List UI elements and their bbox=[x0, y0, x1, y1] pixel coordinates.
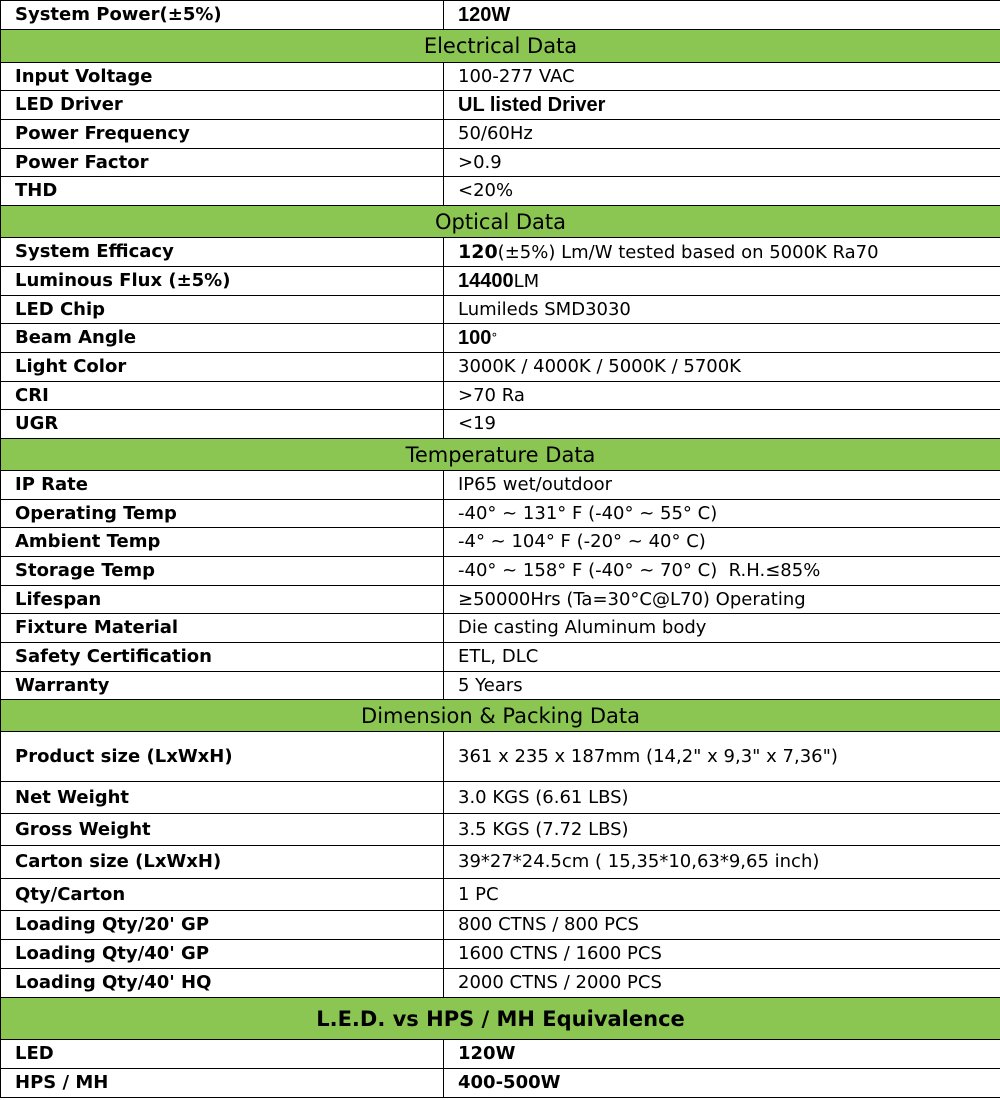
spec-row-light-color bbox=[1, 353, 1000, 382]
spec-label: Fixture Material bbox=[1, 614, 444, 643]
spec-row-qty-carton bbox=[1, 879, 1000, 911]
spec-row-gross-weight bbox=[1, 814, 1000, 846]
section-header-temperature bbox=[1, 439, 1000, 471]
section-header-equivalence bbox=[1, 998, 1000, 1040]
spec-value: 3000K / 4000K / 5000K / 5700K bbox=[444, 353, 1000, 382]
spec-row-ugr bbox=[1, 410, 1000, 439]
spec-label: Loading Qty/40' HQ bbox=[1, 969, 444, 998]
spec-label: Gross Weight bbox=[1, 814, 444, 846]
spec-value: 1 PC bbox=[444, 879, 1000, 911]
spec-value: >0.9 bbox=[444, 149, 1000, 177]
spec-row-led-driver bbox=[1, 91, 1000, 120]
section-title: Temperature Data bbox=[1, 439, 1000, 471]
spec-label: IP Rate bbox=[1, 471, 444, 500]
spec-label: Storage Temp bbox=[1, 557, 444, 586]
spec-value: 3.5 KGS (7.72 LBS) bbox=[444, 814, 1000, 846]
spec-row-ambient-temp bbox=[1, 528, 1000, 557]
section-header-electrical bbox=[1, 30, 1000, 63]
spec-value: IP65 wet/outdoor bbox=[444, 471, 1000, 500]
spec-value: >70 Ra bbox=[444, 382, 1000, 410]
spec-label: Power Frequency bbox=[1, 120, 444, 149]
spec-value: 120W bbox=[444, 1, 1000, 30]
spec-row-product-size bbox=[1, 732, 1000, 782]
spec-value: UL listed Driver bbox=[444, 91, 1000, 120]
spec-value: 120W bbox=[444, 1040, 1000, 1069]
section-header-optical bbox=[1, 206, 1000, 238]
spec-label: LED Driver bbox=[1, 91, 444, 120]
section-title: Dimension & Packing Data bbox=[1, 700, 1000, 732]
spec-label: THD bbox=[1, 177, 444, 206]
spec-label: Net Weight bbox=[1, 782, 444, 814]
spec-value: 1600 CTNS / 1600 PCS bbox=[444, 940, 1000, 969]
spec-row-power-frequency bbox=[1, 120, 1000, 149]
spec-row-fixture-material bbox=[1, 614, 1000, 643]
spec-label: Carton size (LxWxH) bbox=[1, 846, 444, 879]
spec-label: CRI bbox=[1, 382, 444, 410]
spec-value: Die casting Aluminum body bbox=[444, 614, 1000, 643]
spec-label: LED Chip bbox=[1, 296, 444, 324]
spec-label: Input Voltage bbox=[1, 63, 444, 91]
spec-row-beam-angle bbox=[1, 324, 1000, 353]
section-title: Electrical Data bbox=[1, 30, 1000, 63]
spec-value: -40° ~ 158° F (-40° ~ 70° C) R.H.≤85% bbox=[444, 557, 1000, 586]
spec-row-input-voltage bbox=[1, 63, 1000, 91]
spec-value: 2000 CTNS / 2000 PCS bbox=[444, 969, 1000, 998]
spec-value: Lumileds SMD3030 bbox=[444, 296, 1000, 324]
spec-label: Lifespan bbox=[1, 586, 444, 614]
spec-label: HPS / MH bbox=[1, 1069, 444, 1098]
spec-row-ip-rate bbox=[1, 471, 1000, 500]
spec-value: 800 CTNS / 800 PCS bbox=[444, 911, 1000, 940]
spec-row-led bbox=[1, 1040, 1000, 1069]
spec-label: Product size (LxWxH) bbox=[1, 732, 444, 782]
spec-label: Light Color bbox=[1, 353, 444, 382]
spec-label: System Power(±5%) bbox=[1, 1, 444, 30]
spec-value: 400-500W bbox=[444, 1069, 1000, 1098]
spec-row-net-weight bbox=[1, 782, 1000, 814]
spec-value: 50/60Hz bbox=[444, 120, 1000, 149]
section-header-dimension bbox=[1, 700, 1000, 732]
spec-row-system-power bbox=[1, 1, 1000, 30]
spec-row-loading-40hq bbox=[1, 969, 1000, 998]
spec-row-loading-20gp bbox=[1, 911, 1000, 940]
spec-row-cri bbox=[1, 382, 1000, 410]
spec-row-led-chip bbox=[1, 296, 1000, 324]
spec-row-luminous-flux bbox=[1, 267, 1000, 296]
spec-label: Luminous Flux (±5%) bbox=[1, 267, 444, 296]
spec-label: System Efficacy bbox=[1, 238, 444, 267]
spec-row-warranty bbox=[1, 672, 1000, 700]
spec-value: 100° bbox=[444, 324, 1000, 353]
spec-label: Power Factor bbox=[1, 149, 444, 177]
spec-value: 39*27*24.5cm ( 15,35*10,63*9,65 inch) bbox=[444, 846, 1000, 879]
spec-value: 361 x 235 x 187mm (14,2" x 9,3" x 7,36") bbox=[444, 732, 1000, 782]
spec-label: Qty/Carton bbox=[1, 879, 444, 911]
spec-row-storage-temp bbox=[1, 557, 1000, 586]
section-title: L.E.D. vs HPS / MH Equivalence bbox=[1, 998, 1000, 1040]
spec-row-lifespan bbox=[1, 586, 1000, 614]
spec-value: 3.0 KGS (6.61 LBS) bbox=[444, 782, 1000, 814]
spec-value: <19 bbox=[444, 410, 1000, 439]
spec-row-loading-40gp bbox=[1, 940, 1000, 969]
spec-value: -4° ~ 104° F (-20° ~ 40° C) bbox=[444, 528, 1000, 557]
spec-value: 5 Years bbox=[444, 672, 1000, 700]
spec-row-safety-certification bbox=[1, 643, 1000, 672]
spec-row-thd bbox=[1, 177, 1000, 206]
spec-label: Loading Qty/40' GP bbox=[1, 940, 444, 969]
spec-row-operating-temp bbox=[1, 500, 1000, 528]
spec-value: -40° ~ 131° F (-40° ~ 55° C) bbox=[444, 500, 1000, 528]
spec-label: Loading Qty/20' GP bbox=[1, 911, 444, 940]
spec-value: 100-277 VAC bbox=[444, 63, 1000, 91]
spec-row-power-factor bbox=[1, 149, 1000, 177]
spec-value: ETL, DLC bbox=[444, 643, 1000, 672]
spec-value: ≥50000Hrs (Ta=30°C@L70) Operating bbox=[444, 586, 1000, 614]
spec-row-system-efficacy bbox=[1, 238, 1000, 267]
spec-value: 14400LM bbox=[444, 267, 1000, 296]
spec-row-carton-size bbox=[1, 846, 1000, 879]
section-title: Optical Data bbox=[1, 206, 1000, 238]
spec-label: Operating Temp bbox=[1, 500, 444, 528]
spec-label: LED bbox=[1, 1040, 444, 1069]
spec-value: <20% bbox=[444, 177, 1000, 206]
spec-label: Safety Certification bbox=[1, 643, 444, 672]
spec-label: Ambient Temp bbox=[1, 528, 444, 557]
spec-label: UGR bbox=[1, 410, 444, 439]
spec-label: Beam Angle bbox=[1, 324, 444, 353]
spec-value: 120(±5%) Lm/W tested based on 5000K Ra70 bbox=[444, 238, 1000, 267]
spec-row-hps-mh bbox=[1, 1069, 1000, 1098]
spec-label: Warranty bbox=[1, 672, 444, 700]
